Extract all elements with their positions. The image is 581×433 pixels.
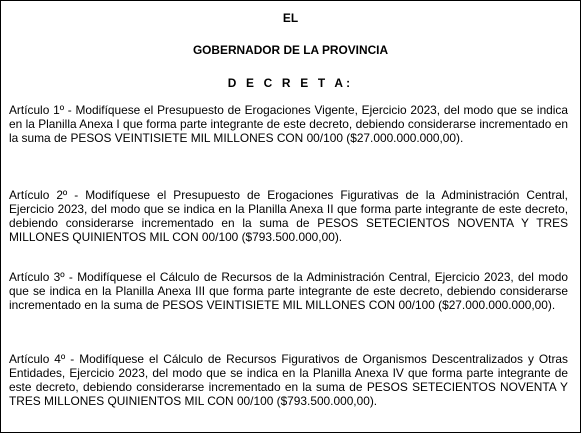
heading-governor: GOBERNADOR DE LA PROVINCIA <box>192 43 389 57</box>
heading-decreta: D E C R E T A: <box>227 76 354 90</box>
article-2: Artículo 2º - Modifíquese el Presupuesto de Erogaciones Figurativas de la Administración Central, Ejercicio 2023, del modo que se indica en la Planilla Anexa II que forma parte integrante de este decreto, debiendo considerarse incrementado en la suma de PESOS SETECIENTOS NOVENTA Y TRES MILLONES QUINIENTOS MIL CON 00/100 ($793.500.000,00). <box>9 188 568 244</box>
article-4: Artículo 4º - Modifíquese el Cálculo de Recursos Figurativos de Organismos Descentralizados y Otras Entidades, Ejercicio 2023, del modo que se indica en la Planilla Anexa IV que forma parte integrante de este decreto, debiendo considerarse incrementado en la suma de PESOS SETECIENTOS NOVENTA Y TRES MILLONES QUINIENTOS MIL CON 00/100 ($793.500.000,00). <box>9 352 568 408</box>
article-1: Artículo 1º - Modifíquese el Presupuesto de Erogaciones Vigente, Ejercicio 2023, del modo que se indica en la Planilla Anexa I que forma parte integrante de este decreto, debiendo considerarse incrementado en la suma de PESOS VEINTISIETE MIL MILLONES CON 00/100 ($27.000.000.000,00). <box>9 103 568 145</box>
article-3: Artículo 3º - Modifíquese el Cálculo de Recursos de la Administración Central, Ejercicio 2023, del modo que se indica en la Planilla Anexa III que forma parte integrante de este decreto, debiendo considerarse incrementado en la suma de PESOS VEINTISIETE MIL MILLONES CON 00/100 ($27.000.000.000,00). <box>9 270 568 312</box>
heading-el: EL <box>282 11 299 25</box>
